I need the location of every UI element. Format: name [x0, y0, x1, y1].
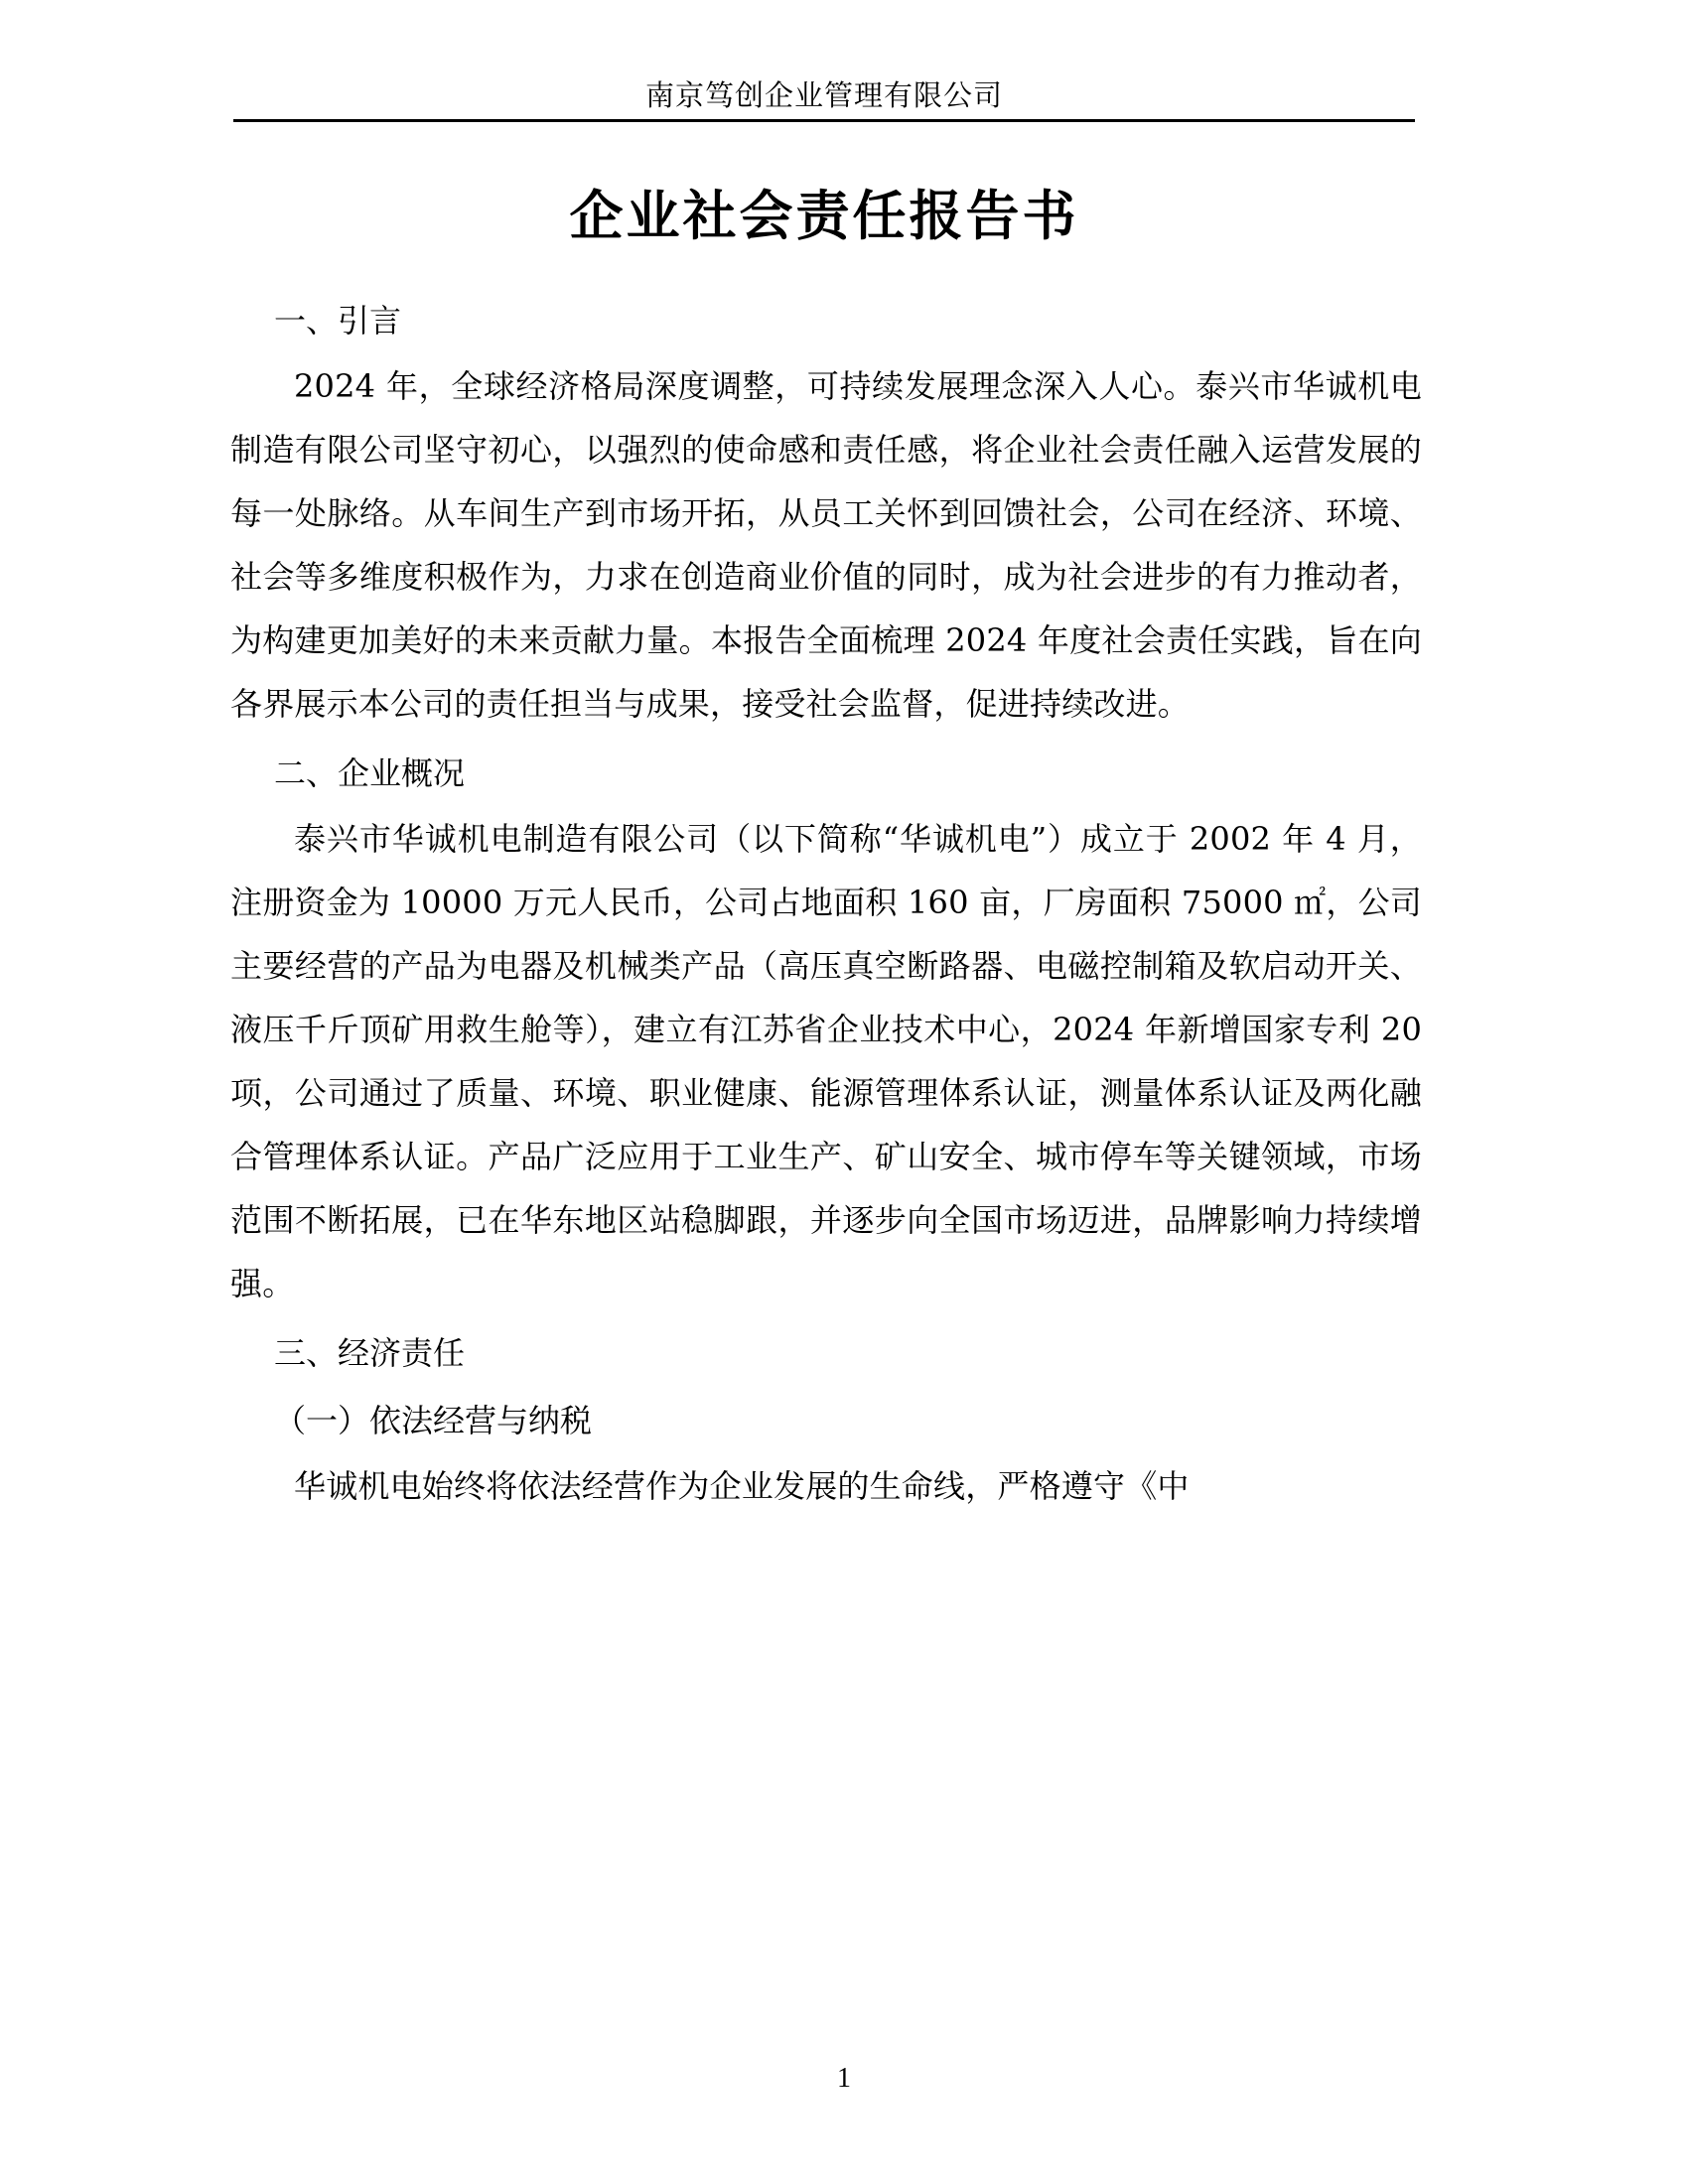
subsection-heading-lawful-operation-and-tax: （一）依法经营与纳税	[274, 1402, 593, 1439]
page-header-company-name: 南京笃创企业管理有限公司	[644, 78, 1003, 112]
paragraph-company-overview: 泰兴市华诚机电制造有限公司（以下简称“华诚机电”）成立于 2002 年 4 月，注册资金为 10000 万元人民币，公司占地面积 160 亩，厂房面积 75000 ㎡，公司主要经营的产品为电器及机械类产品（高压真空断路器、电磁控制箱及软启动开关、液压千斤顶矿用救生舱等），建立有江苏省企业技术中心，2024 年新增国家专利 20 项，公司通过了质量、环境、职业健康、能源管理体系认证，测量体系认证及两化融合管理体系认证。产品广泛应用于工业生产、矿山安全、城市停车等关键领域，市场范围不断拓展，已在华东地区站稳脚跟，并逐步向全国市场迈进，品牌影响力持续增强。	[230, 820, 1422, 1302]
document-title: 企业社会责任报告书	[569, 184, 1079, 247]
section-heading-economic-responsibility: 三、经济责任	[274, 1334, 466, 1372]
paragraph-introduction: 2024 年，全球经济格局深度调整，可持续发展理念深入人心。泰兴市华诚机电制造有限公司坚守初心，以强烈的使命感和责任感，将企业社会责任融入运营发展的每一处脉络。从车间生产到市场开拓，从员工关怀到回馈社会，公司在经济、环境、社会等多维度积极作为，力求在创造商业价值的同时，成为社会进步的有力推动者，为构建更加美好的未来贡献力量。本报告全面梳理 2024 年度社会责任实践，旨在向各界展示本公司的责任担当与成果，接受社会监督，促进持续改进。	[230, 367, 1422, 723]
header-divider	[233, 119, 1415, 122]
section-heading-company-overview: 二、企业概况	[274, 754, 466, 792]
document-body	[230, 283, 1422, 1520]
section-heading-introduction: 一、引言	[274, 302, 402, 340]
page-number: 1	[837, 2063, 851, 2094]
paragraph-lawful-operation: 华诚机电始终将依法经营作为企业发展的生命线，严格遵守《中	[294, 1467, 1190, 1505]
